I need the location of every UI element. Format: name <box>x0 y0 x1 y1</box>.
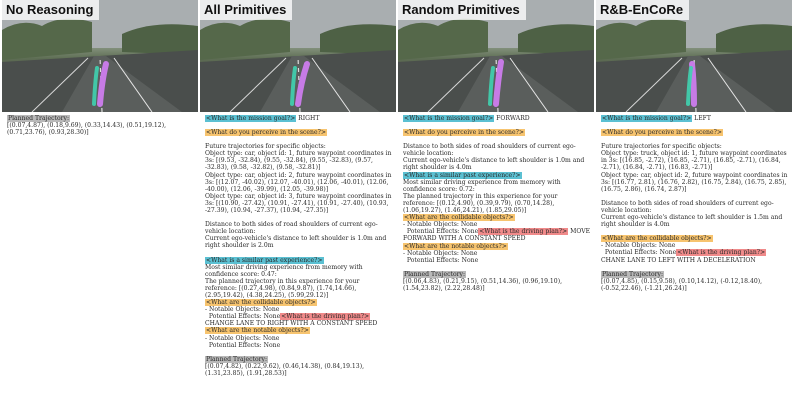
similar-experience-text: Most similar driving experience from memory with confidence score: 0.47: <box>205 263 363 278</box>
driving-scene-image <box>2 0 198 112</box>
similar-experience-text: Most similar driving experience from memory with confidence score: 0.72: <box>403 178 561 193</box>
distance-text: Distance to both sides of road shoulders of current ego-vehicle location: <box>403 143 576 158</box>
collidable-objects: - Notable Objects: None <box>601 242 676 250</box>
collidable-objects: - Notable Objects: None <box>403 221 478 229</box>
mission-question: <What is the mission goal?> <box>602 115 692 122</box>
mission-answer: FORWARD <box>494 115 530 122</box>
planned-trajectory-value: [(0.06,4.83), (0.21,9.15), (0.51,14.36), (0.96,19.10), (1.54,23.82), (2.22,28.48)] <box>403 277 563 292</box>
mission-question: <What is the mission goal?> <box>206 115 296 122</box>
collidable-effects: Potential Effects: None <box>604 249 677 257</box>
column-title: Random Primitives <box>398 0 526 20</box>
reasoning-text <box>596 112 792 292</box>
similar-experience-trajectory: The planned trajectory in this experience for your reference: [(0.27,4.98), (0.84,9.87), (1.74,14.66), (2.95,19.42), (4.38,24.25), (5.99,29.12)] <box>205 277 360 299</box>
similar-experience-question: <What is a similar past experience?> <box>404 171 521 179</box>
distance-text: Distance to both sides of road shoulders of current ego-vehicle location: <box>601 199 774 214</box>
planned-trajectory-label: Planned Trajectory: <box>8 115 70 122</box>
column-title: R&B-EnCoRe <box>596 0 689 20</box>
collidable-question: <What are the collidable objects?> <box>404 214 514 222</box>
object-3-trajectory: Object type: car, object id: 3, future waypoint coordinates in 3s: [(10.90, -27.42), (10.91, -27.41), (10.91, -27.40), (10.93, -27.39), (10.94, -27.37), (10.94, -27.35)] <box>205 192 392 215</box>
distance-value: Current ego-vehicle's distance to left shoulder is 1.5m and right shoulder is 4.0m <box>601 214 783 229</box>
collidable-effects: Potential Effects: None <box>406 228 479 236</box>
future-trajectories-text: Future trajectories for specific objects: <box>205 143 326 151</box>
similar-experience-question: <What is a similar past experience?> <box>206 256 323 264</box>
mission-answer: LEFT <box>692 115 711 122</box>
driving-scene-image <box>596 0 792 112</box>
planned-trajectory-value: [(0.07,4.87), (0.18,9.69), (0.33,14.43), (0.51,19.12), (0.71,23.76), (0.93,28.30)] <box>7 122 167 137</box>
distance-value: Current ego-vehicle's distance to left shoulder is 1.0m and right shoulder is 2.0m <box>205 235 387 250</box>
driving-plan-question: <What is the driving plan?> <box>677 249 766 257</box>
column-all-primitives <box>200 0 396 414</box>
planned-trajectory-value: [(0.07,4.82), (0.22,9.62), (0.46,14.38), (0.84,19.13), (1.31,23.85), (1.91,28.53)] <box>205 362 365 377</box>
notable-objects: - Notable Objects: None <box>403 249 478 257</box>
column-title: All Primitives <box>200 0 292 20</box>
driving-plan-question: <What is the driving plan?> <box>281 313 370 321</box>
collidable-objects: - Notable Objects: None <box>205 306 280 314</box>
driving-plan-answer: CHANE LANE TO LEFT WITH A DECELERATION <box>601 256 756 264</box>
collidable-question: <What are the collidable objects?> <box>602 235 712 243</box>
notable-objects: - Notable Objects: None <box>205 334 280 342</box>
notable-effects: Potential Effects: None <box>406 256 479 264</box>
column-title: No Reasoning <box>2 0 99 20</box>
notable-question: <What are the notable objects?> <box>404 242 507 250</box>
driving-plan-question: <What is the driving plan?> <box>479 228 568 236</box>
distance-text: Distance to both sides of road shoulders of current ego-vehicle location: <box>205 221 378 236</box>
distance-value: Current ego-vehicle's distance to left shoulder is 1.0m and right shoulder is 4.0m <box>403 157 585 172</box>
planned-trajectory-label: Planned Trajectory: <box>206 355 268 363</box>
perceive-question: <What do you perceive in the scene?> <box>602 129 722 137</box>
driving-scene-image <box>398 0 594 112</box>
notable-question: <What are the notable objects?> <box>206 327 309 335</box>
future-trajectories-text: Future trajectories for specific objects: <box>601 143 722 151</box>
object-2-trajectory: Object type: car, object id: 2, future waypoint coordinates in 3s: [(12.07, -40.02), (12.07, -40.01), (12.06, -40.01), (12.06, -40.00), (12.06, -39.99), (12.05, -39.98)] <box>205 171 392 193</box>
perceive-question: <What do you perceive in the scene?> <box>206 129 326 137</box>
notable-effects: Potential Effects: None <box>208 341 281 349</box>
object-2-trajectory: Object type: car, object id: 2, future waypoint coordinates in 3s: [(16.77, 2.81), (16.76, 2.82), (16.75, 2.84), (16.75, 2.85), (16.75, 2.86), (16.74, 2.87)] <box>601 171 788 193</box>
driving-plan-answer: CHANGE LANE TO RIGHT WITH A CONSTANT SPEED <box>205 320 378 328</box>
column-rb-encore <box>596 0 792 414</box>
reasoning-text <box>398 112 594 292</box>
reasoning-text <box>2 112 198 136</box>
mission-answer: RIGHT <box>296 115 320 122</box>
perceive-question: <What do you perceive in the scene?> <box>404 129 524 137</box>
driving-scene-image <box>200 0 396 112</box>
similar-experience-trajectory: The planned trajectory in this experience for your reference: [(0.12,4.90), (0.39,9.79), (0.70,14.28), (1.06,19.27), (1.46,24.21), (1.85,29.05)] <box>403 192 558 215</box>
planned-trajectory-value: [(0.07,4.85), (0.15,9.58), (0.10,14.12), (-0.12,18.40), (-0.52,22.46), (-1.21,26.24)] <box>601 277 763 292</box>
driving-plan-answer: MOVE FORWARD WITH A CONSTANT SPEED <box>403 228 591 243</box>
collidable-question: <What are the collidable objects?> <box>206 299 316 307</box>
object-1-trajectory: Object type: truck, object id: 1, future waypoint coordinates in 3s: [(16.85, -2.72), (16.85, -2.71), (16.85, -2.71), (16.84, -2.71), (16.84, -2.71), (16.83, -2.71)] <box>601 150 787 172</box>
planned-trajectory-label: Planned Trajectory: <box>602 270 664 278</box>
reasoning-text <box>200 112 396 377</box>
planned-trajectory-label: Planned Trajectory: <box>404 270 466 278</box>
object-1-trajectory: Object type: car, object id: 1, future waypoint coordinates in 3s: [(9.53, -32.84), (9.55, -32.84), (9.55, -32.83), (9.57, -32.83), (9.58, -32.82), (9.58, -32.81)] <box>205 150 392 172</box>
mission-question: <What is the mission goal?> <box>404 115 494 122</box>
column-random-primitives <box>398 0 594 414</box>
collidable-effects: Potential Effects: None <box>208 313 281 321</box>
column-no-reasoning <box>2 0 198 414</box>
